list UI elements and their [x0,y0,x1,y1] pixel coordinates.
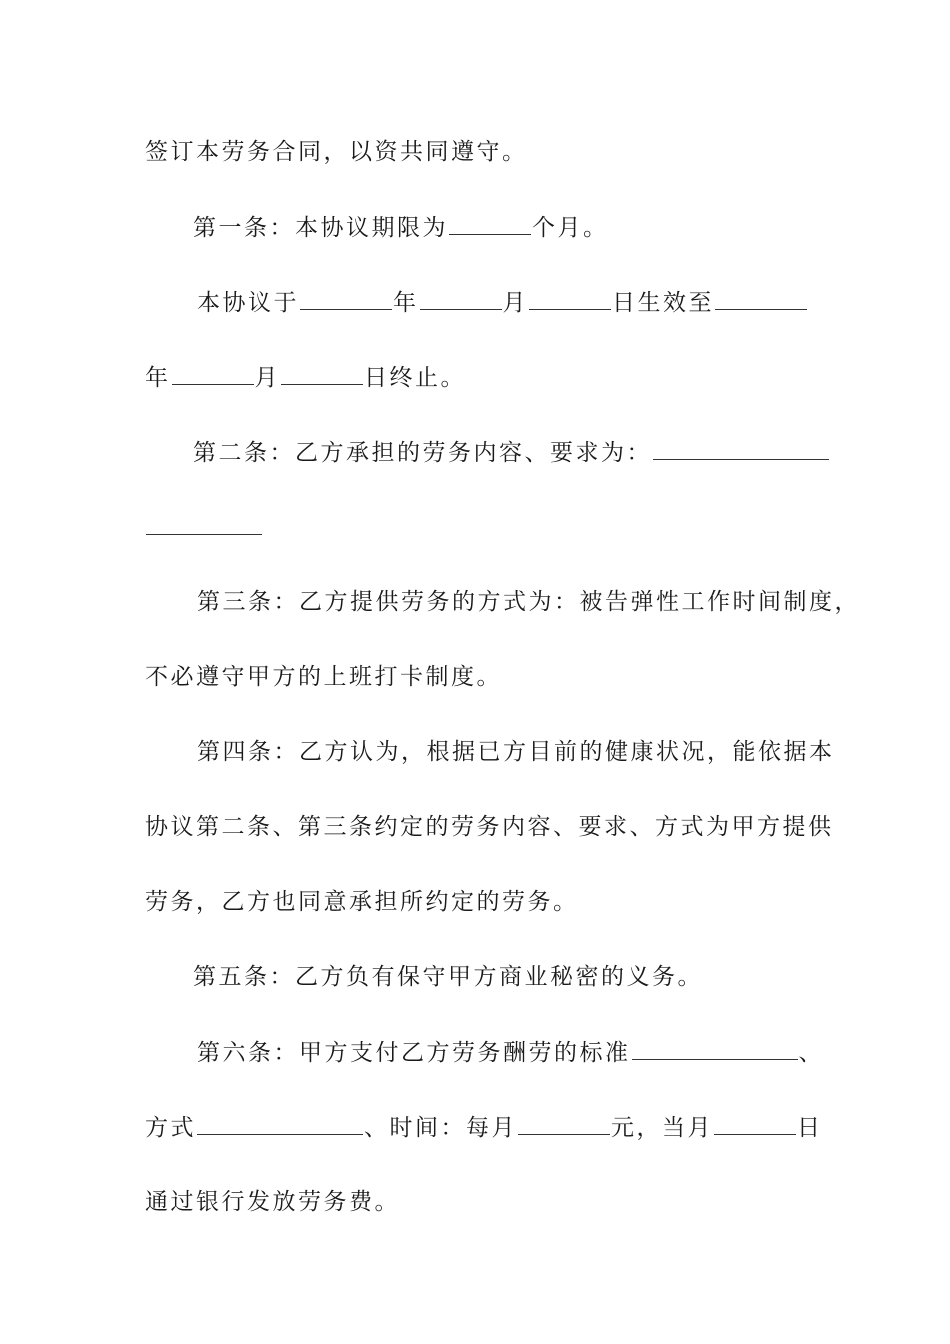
payment-method-blank[interactable] [197,1112,363,1135]
article-4-line-3 [145,887,845,917]
payment-day-blank[interactable] [714,1112,796,1135]
article-4-line-2 [145,812,845,842]
service-content-blank-2[interactable] [146,512,262,535]
preamble-text: 签订本劳务合同，以资共同遵守。 [145,139,528,165]
service-content-blank[interactable] [653,437,829,460]
monthly-amount-blank[interactable] [518,1112,610,1135]
article-5-text: 第五条：乙方负有保守甲方商业秘密的义务。 [193,964,703,990]
article-6-text-3: 通过银行发放劳务费。 [145,1189,400,1215]
end-year-blank[interactable] [715,287,807,310]
payment-standard-blank[interactable] [632,1037,798,1060]
end-month-blank[interactable] [172,362,254,385]
article-3-text-1: 第三条：乙方提供劳务的方式为：被告弹性工作时间制度， [197,589,860,615]
article-2-line [193,437,893,468]
payment-day-label: 元，当月 [611,1115,713,1141]
end-year-label: 年 [145,365,171,391]
effective-date-line [197,287,897,318]
article-4-text-3: 劳务，乙方也同意承担所约定的劳务。 [145,889,579,915]
term-months-blank[interactable] [449,212,531,235]
end-day-blank[interactable] [281,362,363,385]
article-3-text-2: 不必遵守甲方的上班打卡制度。 [145,664,502,690]
article-6-comma: 、 [798,1040,824,1066]
termination-date-line [145,362,845,393]
article-6-line-1 [197,1037,897,1068]
payment-time-label: 、时间：每月 [364,1115,517,1141]
year-label: 年 [393,290,419,316]
article-1-line [193,212,893,243]
effective-suffix: 日生效至 [612,290,714,316]
start-year-blank[interactable] [300,287,392,310]
effective-prefix: 本协议于 [197,290,299,316]
start-day-blank[interactable] [529,287,611,310]
article-4-text-2: 协议第二条、第三条约定的劳务内容、要求、方式为甲方提供 [145,814,834,840]
article-1-text: 第一条：本协议期限为 [193,215,448,241]
payment-method-label: 方式 [145,1115,196,1141]
month-label: 月 [502,290,528,316]
article-2-text: 第二条：乙方承担的劳务内容、要求为： [193,440,652,466]
article-3-line-1 [197,587,897,617]
end-suffix: 日终止。 [364,365,466,391]
article-1-suffix: 个月。 [532,215,609,241]
start-month-blank[interactable] [420,287,502,310]
article-5-line [193,962,893,992]
end-month-label: 月 [254,365,280,391]
article-3-line-2 [145,662,845,692]
article-4-text-1: 第四条：乙方认为，根据已方目前的健康状况，能依据本 [197,739,835,765]
preamble-line [145,137,845,167]
article-6-line-3 [145,1187,845,1217]
article-6-text: 第六条：甲方支付乙方劳务酬劳的标准 [197,1040,631,1066]
article-4-line-1 [197,737,897,767]
article-6-line-2 [145,1112,845,1143]
article-2-continuation [145,512,845,543]
day-label: 日 [797,1115,823,1141]
